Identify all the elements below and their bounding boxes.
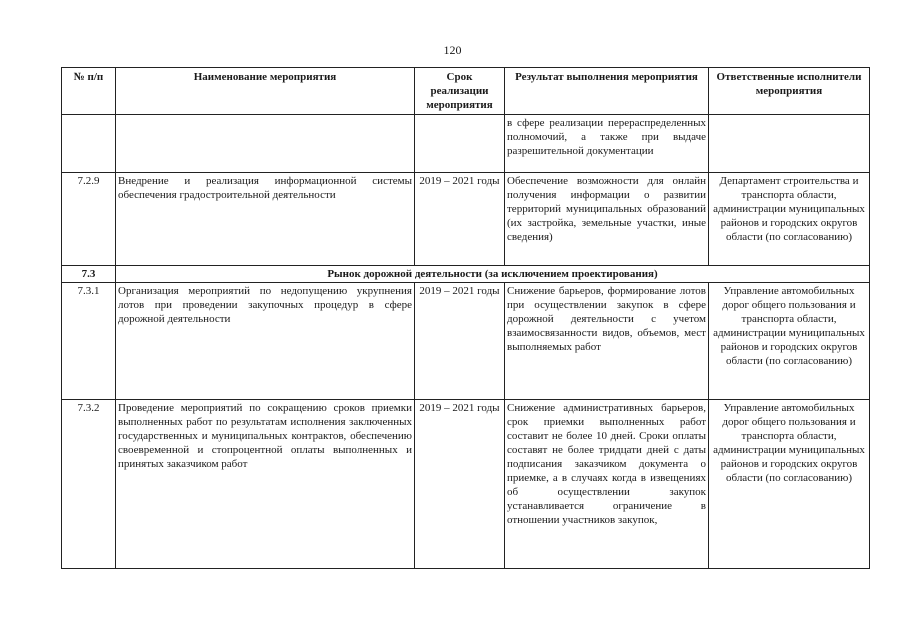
section-num: 7.3 [62,266,116,283]
table-row [62,400,870,569]
row-responsible: Управление автомобильных дорог общего пользования и транспорта области, администрации муниципальных районов и городских округов области (по согласованию) [709,400,870,569]
header-result: Результат выполнения мероприятия [505,68,709,115]
section-row [62,266,870,283]
row-name: Внедрение и реализация информационной системы обеспечения градостроительной деятельности [116,173,415,266]
row-num: 7.3.1 [62,283,116,400]
measures-table [61,67,870,569]
table-row [62,115,870,173]
row-name [116,115,415,173]
header-name: Наименование мероприятия [116,68,415,115]
table-row [62,283,870,400]
header-term: Срок реализации мероприятия [415,68,505,115]
table-row [62,173,870,266]
row-result: Обеспечение возможности для онлайн получения информации о развитии территорий муниципальных образований (их застройка, земельные участки, иные сведения) [505,173,709,266]
row-name: Организация мероприятий по недопущению укрупнения лотов при проведении закупочных процедур в сфере дорожной деятельности [116,283,415,400]
section-title: Рынок дорожной деятельности (за исключением проектирования) [116,266,870,283]
row-result: в сфере реализации перераспределенных полномочий, а также при выдаче разрешительной документации [505,115,709,173]
row-term: 2019 – 2021 годы [415,173,505,266]
row-responsible [709,115,870,173]
row-responsible: Управление автомобильных дорог общего пользования и транспорта области, администрации муниципальных районов и городских округов области (по согласованию) [709,283,870,400]
row-term: 2019 – 2021 годы [415,400,505,569]
row-num: 7.3.2 [62,400,116,569]
header-num: № п/п [62,68,116,115]
row-num: 7.2.9 [62,173,116,266]
row-term [415,115,505,173]
row-responsible: Департамент строительства и транспорта области, администрации муниципальных районов и городских округов области (по согласованию) [709,173,870,266]
header-responsible: Ответственные исполнители мероприятия [709,68,870,115]
row-result: Снижение административных барьеров, срок приемки выполненных работ составит не более 10 дней. Сроки оплаты составят не более тридцати дней с даты подписания заказчиком документа о приемке, а в случаях когда в извещениях об осуществлении закупок устанавливается ограничение в отношении участников закупок, [505,400,709,569]
row-name: Проведение мероприятий по сокращению сроков приемки выполненных работ по результатам исполнения заключенных государственных и муниципальных контрактов, обеспечению своевременной и стопроцентной оплаты выполненных и принятых заказчиком работ [116,400,415,569]
table-header-row [62,68,870,115]
row-num [62,115,116,173]
page-number: 120 [443,43,462,57]
row-term: 2019 – 2021 годы [415,283,505,400]
row-result: Снижение барьеров, формирование лотов при осуществлении закупок в сфере дорожной деятельности с учетом взаимосвязанности видов, объемов, мест выполняемых работ [505,283,709,400]
